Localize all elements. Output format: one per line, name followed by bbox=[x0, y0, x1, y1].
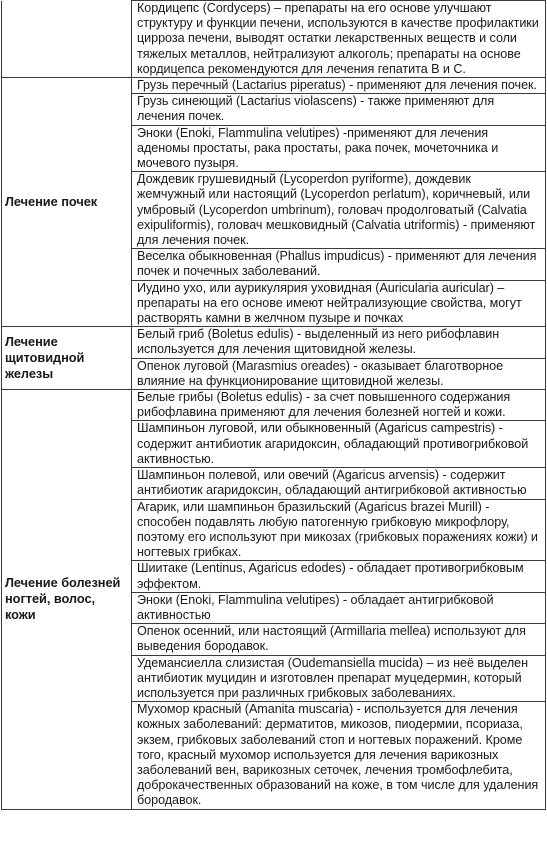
remedy-description: Кордицепс (Cordyceps) – препараты на его основе улучшают структуру и функции печени, используются в качестве профилактики цирроза печени, выводят остатки лекарственных веществ и соли тяжелых металлов, нейтрализуют алкоголь; препараты на основе кордицепса рекомендуются для лечения гепатита B и C. bbox=[132, 1, 546, 78]
category-cell bbox=[2, 1, 132, 78]
remedy-description: Мухомор красный (Amanita muscaria) - используется для лечения кожных заболеваний: дерматитов, микозов, пиодермии, псориаза, экзем, грибковых заболеваний стоп и ногтевых поражений. Кроме того, красный мухомор используется для лечения варикозных заболеваний вен, варикозных сеточек, лечения тромбофлебита, доброкачественных образований на коже, в том числе для удаления бородавок. bbox=[132, 702, 546, 809]
remedy-description: Грузь синеющий (Lactarius violascens) - также применяют для лечения почек. bbox=[132, 94, 546, 125]
remedy-description: Опенок осенний, или настоящий (Armillaria mellea) используют для выведения бородавок. bbox=[132, 624, 546, 655]
remedy-description: Дождевик грушевидный (Lycoperdon pyriforme), дождевик жемчужный или настоящий (Lycoperdon perlatum), коричневый, или умбровый (Lycoperdon umbrinum), головач продолговатый (Calvatia exipuliformis), головач мешковидный (Calvatia utriformis) - применяют для лечения почек. bbox=[132, 172, 546, 249]
remedy-description: Иудино ухо, или аурикулярия уховидная (Auricularia auricular) – препараты на его основе имеют нейтрализующие свойства, могут растворять камни в желчном пузыре и почках bbox=[132, 280, 546, 327]
category-cell: Лечение почек bbox=[2, 78, 132, 327]
table-row bbox=[2, 327, 546, 358]
table-body bbox=[2, 1, 546, 810]
remedies-table bbox=[1, 0, 546, 810]
remedy-description: Белый гриб (Boletus edulis) - выделенный из него рибофлавин используется для лечения щитовидной железы. bbox=[132, 327, 546, 358]
remedy-description: Шиитаке (Lentinus, Agaricus edodes) - обладает противогрибковым эффектом. bbox=[132, 561, 546, 592]
remedy-description: Грузь перечный (Lactarius piperatus) - применяют для лечения почек. bbox=[132, 78, 546, 94]
remedy-description: Веселка обыкновенная (Phallus impudicus) - применяют для лечения почек и почечных заболеваний. bbox=[132, 249, 546, 280]
remedy-description: Агарик, или шампиньон бразильский (Agaricus brazei Murill) - способен подавлять любую патогенную грибковую микрофлору, поэтому его используют при микозах (грибковых поражениях кожи) и ногтевых грибках. bbox=[132, 499, 546, 561]
table-row bbox=[2, 1, 546, 78]
remedy-description: Белые грибы (Boletus edulis) - за счет повышенного содержания рибофлавина применяют для лечения болезней ногтей и кожи. bbox=[132, 390, 546, 421]
remedy-description: Шампиньон луговой, или обыкновенный (Agaricus campestris) - содержит антибиотик агаридоксин, обладающий противогрибковой активностью. bbox=[132, 421, 546, 468]
table-row bbox=[2, 390, 546, 421]
category-cell: Лечение щитовидной железы bbox=[2, 327, 132, 390]
table-row bbox=[2, 78, 546, 94]
category-cell: Лечение болезней ногтей, волос, кожи bbox=[2, 390, 132, 809]
remedy-description: Опенок луговой (Marasmius oreades) - оказывает благотворное влияние на функционирование щитовидной железы. bbox=[132, 358, 546, 389]
remedy-description: Шампиньон полевой, или овечий (Agaricus arvensis) - содержит антибиотик агаридоксин, обладающий антигрибковой активностью bbox=[132, 468, 546, 499]
remedy-description: Эноки (Enoki, Flammulina velutipes) -применяют для лечения аденомы простаты, рака простаты, рака почек, мочеточника и мочевого пузыря. bbox=[132, 125, 546, 172]
remedy-description: Эноки (Enoki, Flammulina velutipes) - обладает антигрибковой активностью bbox=[132, 592, 546, 623]
remedy-description: Удемансиелла слизистая (Oudemansiella mucida) – из неё выделен антибиотик муцидин и изготовлен препарат муцедермин, который используется при различных грибковых заболеваниях. bbox=[132, 655, 546, 702]
